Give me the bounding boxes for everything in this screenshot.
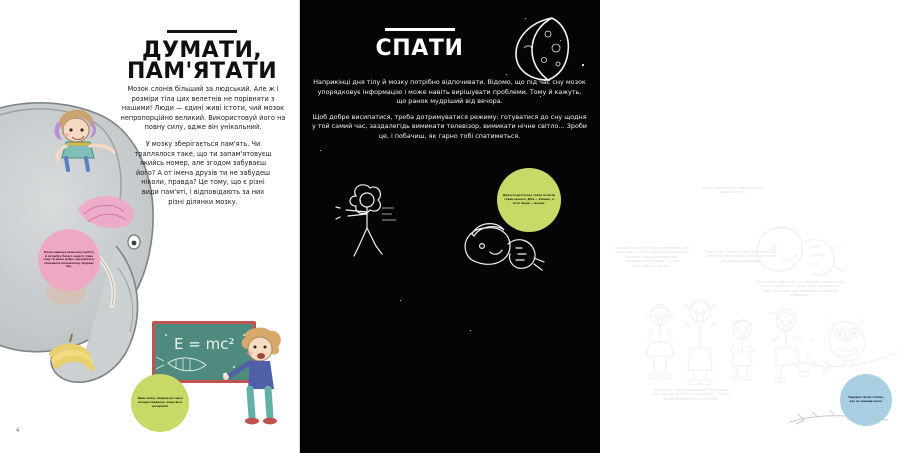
yawn-caption: Позіхання, тривожні рот рефлекси. Це ознака не обов'язково щоб рід бачити той найбільший мозок. — [705, 250, 777, 263]
family-yawning-illustration — [630, 300, 820, 390]
left-title-line-2: ПАМ'ЯТАТИ — [126, 58, 278, 84]
dreams-caption: Снами, які ніхто не знає достеменно, для чого нам потрібні видіння. Зазвичай ми бачимо, коли засинаємо або прокидаємось, а іноді — коли пам'ятається погано. — [614, 246, 690, 268]
green-callout-text-right: Дорослі достатньо спати по вісім годин щоночі. Діти — більше, а літні люди — менше. — [503, 193, 555, 205]
left-title-line-1: ДУМАТИ, — [141, 37, 263, 63]
pillow-caption: Чи знайоме тобі відчуття, коли від недосипання голова «як важка»? Якщо ти як виспишся як слід, то можна того добрий день вельми втомитися. — [756, 280, 844, 298]
right-paragraph-2: Щоб добре висипатися, треба дотримуватися режиму: готуватися до сну щодня у той самий час, заздалегідь вимикати телевізор, вимикати нічне світло… Зроби це, і побачиш, як гарно тобі спатиметься. — [312, 112, 587, 140]
family-caption: Обережно, позіхання заразне! Чи буваєш таке, що варто тобі розпозіхатися — і хтось поряд починає позіхати й собі? — [651, 388, 731, 401]
star-dot — [320, 150, 321, 151]
sleepwalker-illustration — [336, 180, 406, 260]
crescent-moon-icon — [508, 14, 576, 84]
sleepwalk-caption: Деякі люди мають сомнамбулізм і ходять уві сні. — [702, 186, 764, 195]
left-page-title-block — [112, 30, 292, 82]
blue-callout-bubble — [840, 374, 892, 426]
title-rule-left — [167, 30, 237, 33]
left-paragraph-2: У мозку зберігається пам'ять. Чи траплялося таке, що ти запам'ятовуєш якийсь номер, але згодом забуваєш його? А от імена друзів ти не забудеш ніколи, правда? Це тому, що є різні види пам'яті, і відповідають за них різні ділянки мозку. — [134, 139, 272, 206]
right-page — [300, 0, 884, 453]
left-page — [0, 0, 300, 453]
green-callout-bubble-right — [497, 168, 561, 232]
green-callout-text-left: Лише мозку людини до снаги складні завдання, якщо його тренувати! — [137, 397, 183, 408]
star-dot — [400, 300, 401, 301]
star-dot — [582, 64, 584, 66]
right-page-body — [312, 78, 587, 147]
title-rule-right — [385, 28, 455, 31]
book-gutter — [299, 0, 301, 453]
chalkboard-formula: E = mc² — [174, 335, 235, 353]
pink-callout-text: Мозок виконує величезну роботу й потребує багато енергії. Саме тому ти маєш добре харчуватися, споживати різноманітну здорову їжу. — [43, 251, 95, 269]
owl-icon — [798, 316, 898, 376]
right-page-title-block — [332, 28, 507, 60]
star-dot — [470, 330, 471, 331]
page-number-left: 4 — [16, 428, 20, 434]
right-page-title: СПАТИ — [375, 35, 464, 61]
right-paragraph-1: Наприкінці дня тілу й мозку потрібно відпочивати. Відомо, що під час сну мозок упорядковує інформацію і може навіть вирішувати проблеми. Тому й кажуть, що ранок мудріший від вечора. — [313, 78, 586, 105]
left-page-title — [112, 37, 292, 84]
pink-callout-bubble — [38, 229, 100, 291]
left-paragraph-1: Мозок слонів більший за людський. Але ж і розміри тіла цих велетнів не порівняти з нашими! Люди — єдині живі істоти, чий мозок непропорційно великий. Використовуй його на повну силу, адже він унікальний. — [120, 85, 286, 132]
left-page-body — [112, 85, 294, 214]
blue-callout-text: Тварини також сплять, але не завжди вночі. — [848, 395, 884, 403]
green-callout-bubble-left — [131, 374, 189, 432]
star-dot — [506, 74, 507, 75]
